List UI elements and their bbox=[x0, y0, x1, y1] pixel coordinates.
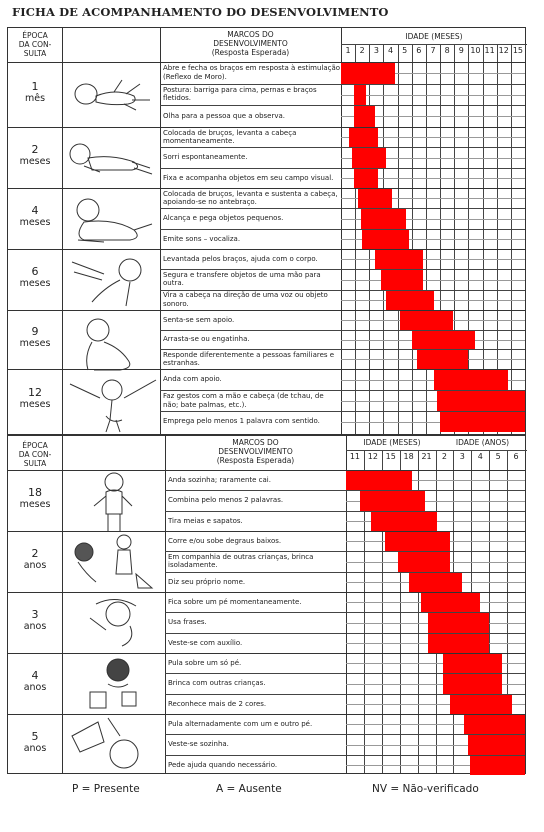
milestone: Responde diferentemente a pessoas familiares e estranhas. bbox=[163, 350, 335, 368]
baby-prone-illustration bbox=[62, 138, 156, 176]
age-tick: 2 bbox=[441, 452, 447, 461]
expected-age-band bbox=[400, 311, 452, 330]
consult-age: 4 anos bbox=[23, 668, 47, 693]
toddler-standing-illustration bbox=[88, 472, 138, 536]
expected-age-band bbox=[428, 613, 489, 632]
age-tick: 9 bbox=[458, 46, 464, 55]
milestone: Veste-se sozinha. bbox=[168, 740, 229, 749]
expected-age-band bbox=[360, 491, 424, 510]
age-tick: 15 bbox=[512, 46, 523, 55]
milestone: Abre e fecha os braços em resposta à estimulação (Reflexo de Moro). bbox=[163, 64, 341, 81]
age-tick: 8 bbox=[444, 46, 450, 55]
expected-age-band bbox=[352, 148, 386, 167]
expected-age-band bbox=[354, 169, 378, 188]
milestone: Diz seu próprio nome. bbox=[168, 577, 246, 586]
header-epoca: ÉPOCA DA CON- SULTA bbox=[18, 31, 52, 58]
header-idade-anos: IDADE (ANOS) bbox=[455, 438, 510, 447]
age-tick: 3 bbox=[373, 46, 379, 55]
milestone: Em companhia de outras crianças, brinca isoladamente. bbox=[168, 552, 314, 570]
consult-age: 2 anos bbox=[23, 546, 47, 571]
consult-age: 4 meses bbox=[19, 203, 51, 228]
milestone: Fica sobre um pé momentaneamente. bbox=[168, 597, 302, 606]
consult-age: 3 anos bbox=[23, 607, 47, 632]
expected-age-band bbox=[412, 331, 476, 350]
milestone: Vira a cabeça na direção de uma voz ou objeto sonoro. bbox=[163, 291, 328, 308]
age-tick: 6 bbox=[416, 46, 422, 55]
child-dressed-illustration bbox=[68, 716, 158, 774]
legend-nao-verificado: NV = Não-verificado bbox=[372, 783, 479, 795]
expected-age-band bbox=[371, 512, 437, 531]
expected-age-band bbox=[354, 106, 375, 127]
milestone: Faz gestos com a mão e cabeça (de tchau, de não; bate palmas, etc.). bbox=[163, 392, 324, 409]
legend-ausente: A = Ausente bbox=[216, 783, 282, 795]
expected-age-band bbox=[386, 291, 434, 310]
milestone: Senta-se sem apoio. bbox=[163, 315, 235, 324]
header-marcos-2: MARCOS DO DESENVOLVIMENTO (Resposta Esperada) bbox=[216, 438, 295, 465]
header-idade-meses-2: IDADE (MESES) bbox=[363, 438, 421, 447]
milestone: Pula alternadamente com um e outro pé. bbox=[168, 719, 313, 728]
age-tick: 10 bbox=[470, 46, 481, 55]
child-with-blocks-illustration bbox=[78, 656, 154, 712]
milestone: Levantada pelos braços, ajuda com o corpo. bbox=[163, 254, 318, 263]
milestone: Combina pelo menos 2 palavras. bbox=[168, 496, 284, 505]
expected-age-band bbox=[349, 128, 377, 147]
expected-age-band bbox=[421, 593, 480, 612]
expected-age-band bbox=[409, 573, 463, 592]
milestone: Reconhece mais de 2 cores. bbox=[168, 699, 267, 708]
expected-age-band bbox=[375, 250, 423, 269]
legend-presente: P = Presente bbox=[72, 783, 140, 795]
child-dressing-illustration bbox=[66, 596, 160, 650]
baby-pulled-up-illustration bbox=[64, 254, 158, 312]
expected-age-band bbox=[443, 654, 502, 673]
age-tick: 6 bbox=[513, 452, 519, 461]
age-tick: 5 bbox=[495, 452, 501, 461]
consult-age: 12 meses bbox=[19, 385, 51, 410]
expected-age-band bbox=[398, 552, 450, 571]
age-tick: 12 bbox=[498, 46, 509, 55]
expected-age-band bbox=[358, 189, 392, 208]
expected-age-band bbox=[437, 391, 525, 411]
milestone: Colocada de bruços, levanta e sustenta a cabeça, apoiando-se no antebraço. bbox=[163, 189, 338, 207]
milestone: Arrasta-se ou engatinha. bbox=[163, 335, 250, 344]
age-tick: 1 bbox=[345, 46, 351, 55]
age-tick: 12 bbox=[367, 452, 378, 461]
baby-crawling-illustration bbox=[64, 196, 158, 246]
age-tick: 5 bbox=[402, 46, 408, 55]
consult-age: 5 anos bbox=[23, 729, 47, 754]
expected-age-band bbox=[470, 756, 525, 775]
expected-age-band bbox=[468, 735, 525, 754]
milestone: Postura: barriga para cima, pernas e braços fletidos. bbox=[163, 85, 317, 103]
expected-age-band bbox=[450, 695, 513, 714]
page-title: FICHA DE ACOMPANHAMENTO DO DESENVOLVIMENTO bbox=[12, 5, 389, 19]
milestone: Sorri espontaneamente. bbox=[163, 153, 248, 162]
expected-age-band bbox=[385, 532, 449, 551]
expected-age-band bbox=[434, 370, 508, 390]
expected-age-band bbox=[417, 350, 468, 369]
milestone: Emprega pelo menos 1 palavra com sentido. bbox=[163, 417, 320, 426]
milestone: Usa frases. bbox=[168, 618, 207, 627]
header-epoca-2: ÉPOCA DA CON- SULTA bbox=[18, 441, 52, 468]
milestone: Anda com apoio. bbox=[163, 375, 222, 384]
expected-age-band bbox=[361, 209, 406, 228]
milestone: Pede ajuda quando necessário. bbox=[168, 760, 278, 769]
milestone: Olha para a pessoa que a observa. bbox=[163, 111, 286, 120]
consult-age: 2 meses bbox=[19, 142, 51, 167]
expected-age-band bbox=[440, 412, 525, 432]
age-tick: 7 bbox=[430, 46, 436, 55]
age-tick: 21 bbox=[421, 452, 432, 461]
milestone: Segura e transfere objetos de uma mão para outra. bbox=[163, 270, 321, 288]
header-marcos: MARCOS DO DESENVOLVIMENTO (Resposta Esperada) bbox=[211, 30, 290, 57]
consult-age: 9 meses bbox=[19, 324, 51, 349]
expected-age-band bbox=[428, 634, 489, 653]
age-tick: 15 bbox=[385, 452, 396, 461]
expected-age-band bbox=[464, 715, 525, 734]
expected-age-band bbox=[381, 270, 423, 289]
consult-age: 6 meses bbox=[19, 264, 51, 289]
milestone: Anda sozinha; raramente cai. bbox=[168, 475, 271, 484]
children-playing-illustration bbox=[66, 534, 160, 592]
milestone: Fixa e acompanha objetos em seu campo visual. bbox=[163, 173, 334, 182]
expected-age-band bbox=[354, 85, 367, 106]
consult-age: 1 mês bbox=[24, 79, 46, 104]
milestone: Alcança e pega objetos pequenos. bbox=[163, 214, 284, 223]
age-tick: 11 bbox=[349, 452, 361, 461]
header-idade-meses: IDADE (MESES) bbox=[405, 32, 463, 41]
age-tick: 11 bbox=[484, 46, 495, 55]
consult-age: 18 meses bbox=[19, 485, 51, 510]
expected-age-band bbox=[346, 471, 412, 490]
milestone: Veste-se com auxílio. bbox=[168, 638, 243, 647]
baby-sitting-illustration bbox=[74, 316, 154, 374]
age-tick: 2 bbox=[359, 46, 365, 55]
milestone: Colocada de bruços, levanta a cabeça momentaneamente. bbox=[163, 128, 297, 146]
baby-lying-illustration bbox=[66, 74, 156, 112]
milestone: Brinca com outras crianças. bbox=[168, 679, 266, 688]
milestone: Tira meias e sapatos. bbox=[168, 516, 243, 525]
milestone: Pula sobre um só pé. bbox=[168, 658, 242, 667]
age-tick: 4 bbox=[477, 452, 483, 461]
expected-age-band bbox=[362, 230, 409, 249]
milestone: Corre e/ou sobe degraus baixos. bbox=[168, 536, 282, 545]
age-tick: 18 bbox=[403, 452, 414, 461]
age-tick: 3 bbox=[459, 452, 465, 461]
expected-age-band bbox=[341, 63, 395, 84]
milestone: Emite sons – vocaliza. bbox=[163, 234, 241, 243]
age-tick: 4 bbox=[387, 46, 394, 55]
baby-walking-support-illustration bbox=[66, 376, 160, 434]
expected-age-band bbox=[443, 674, 502, 693]
